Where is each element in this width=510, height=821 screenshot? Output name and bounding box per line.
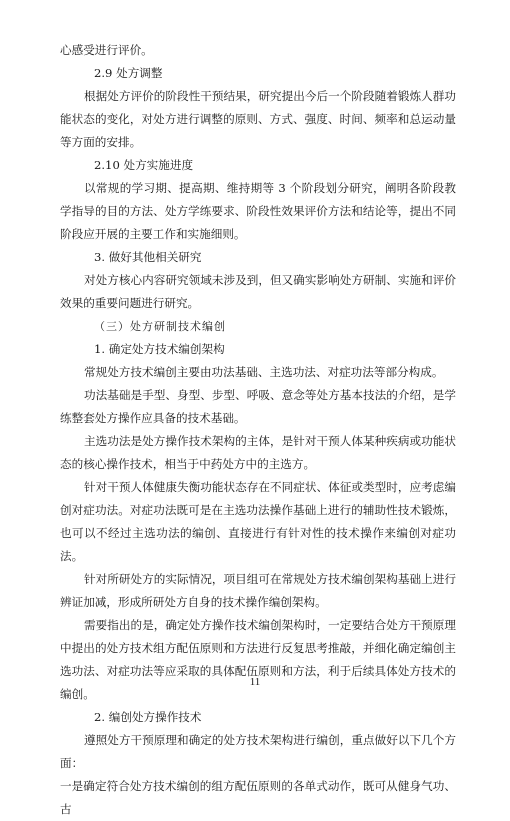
paragraph: 遵照处方干预原理和确定的处方技术架构进行编创，重点做好以下几个方面： <box>60 733 456 770</box>
paragraph: 针对干预人体健康失衡功能状态存在不同症状、体征或类型时，应考虑编创对症功法。对症功法既可是在主选功法操作基础上进行的辅助性技术锻炼，也可以不经过主选功法的编创、直接进行有针对性的技术操作来编创对症功法。 <box>60 480 456 563</box>
paragraph: 以常规的学习期、提高期、维持期等 3 个阶段划分研究，阐明各阶段教学指导的目的方法、处方学练要求、阶段性效果评价方法和结论等，提出不同阶段应开展的主要工作和实施细则。 <box>60 181 456 241</box>
paragraph-continuation: 一是确定符合处方技术编创的组方配伍原则的各单式动作，既可从健身气功、古 <box>60 779 456 816</box>
heading-3: 3. 做好其他相关研究 <box>94 250 202 264</box>
heading-2: 2. 编创处方操作技术 <box>94 710 202 724</box>
paragraph: 需要指出的是，确定处方操作技术编创架构时，一定要结合处方干预原理中提出的处方技术组方配伍原则和方法进行反复思考推敲，并细化确定编创主选功法、对症功法等应采取的具体配伍原则和方法，利于后续具体处方技术的编创。 <box>60 618 456 701</box>
heading-2-9: 2.9 处方调整 <box>94 66 163 80</box>
paragraph: 主选功法是处方操作技术架构的主体，是针对干预人体某种疾病或功能状态的核心操作技术，相当于中药处方中的主选方。 <box>60 434 456 471</box>
section-heading: （三）处方研制技术编创 <box>94 320 226 333</box>
paragraph: 针对所研处方的实际情况，项目组可在常规处方技术编创架构基础上进行辨证加减，形成所研处方自身的技术操作编创架构。 <box>60 572 456 609</box>
page-number: 11 <box>249 676 261 688</box>
paragraph: 根据处方评价的阶段性干预结果，研究提出今后一个阶段随着锻炼人群功能状态的变化，对处方进行调整的原则、方式、强度、时间、频率和总运动量等方面的安排。 <box>60 89 456 149</box>
paragraph: 对处方核心内容研究领域未涉及到，但又确实影响处方研制、实施和评价效果的重要问题进行研究。 <box>60 273 456 310</box>
paragraph-continuation: 心感受进行评价。 <box>60 43 153 57</box>
heading-1: 1. 确定处方技术编创架构 <box>94 342 225 356</box>
paragraph: 常规处方技术编创主要由功法基础、主选功法、对症功法等部分构成。 <box>84 365 444 379</box>
page-body <box>60 39 456 821</box>
heading-2-10: 2.10 处方实施进度 <box>94 158 194 172</box>
paragraph: 功法基础是手型、身型、步型、呼吸、意念等处方基本技法的介绍，是学练整套处方操作应具备的技术基础。 <box>60 388 456 425</box>
